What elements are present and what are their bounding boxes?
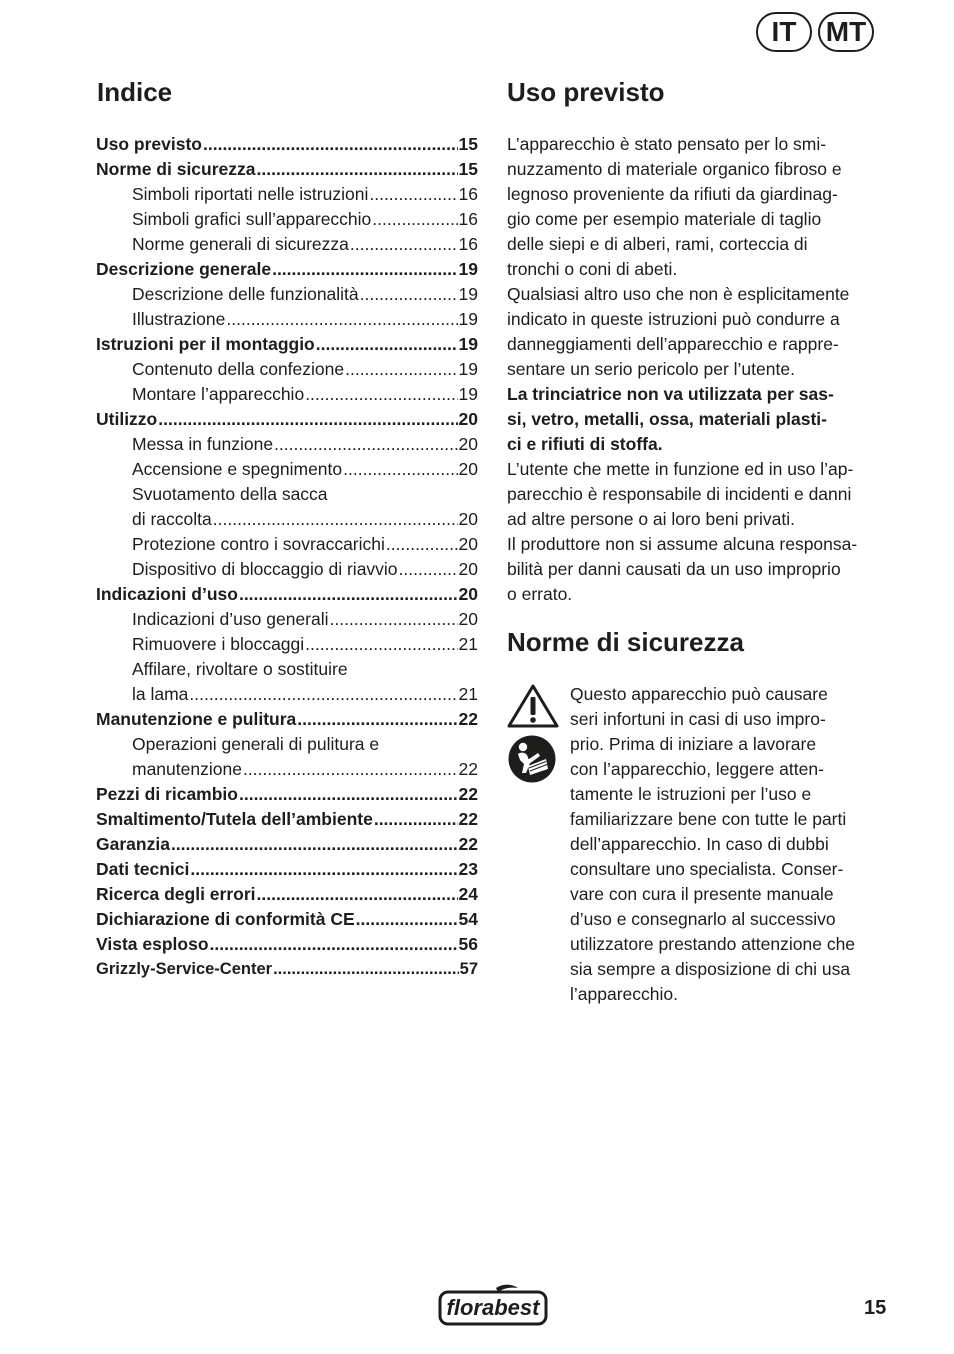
intended-use-line: ad altre persone o ai loro beni privati. xyxy=(507,509,795,529)
toc-entry xyxy=(96,257,478,282)
read-manual-icon xyxy=(508,735,556,783)
table-of-contents xyxy=(96,132,478,982)
florabest-logo xyxy=(438,1282,548,1326)
toc-entry xyxy=(96,357,478,382)
intended-use-line: tronchi o coni di abeti. xyxy=(507,259,678,279)
toc-leader-dots xyxy=(257,157,458,182)
toc-entry xyxy=(96,782,478,807)
safety-line: con l’apparecchio, leggere atten- xyxy=(570,759,824,779)
toc-entry-title: Illustrazione xyxy=(132,309,226,329)
toc-entry-page: 21 xyxy=(458,684,478,704)
safety-line: utilizzatore prestando attenzione che xyxy=(570,934,856,954)
toc-entry xyxy=(96,682,478,707)
toc-entry-page: 20 xyxy=(458,534,478,554)
toc-entry xyxy=(96,607,478,632)
safety-line: dell’apparecchio. In caso di dubbi xyxy=(570,834,829,854)
toc-leader-dots xyxy=(226,307,457,332)
toc-entry-title: Manutenzione e pulitura xyxy=(96,709,297,729)
toc-entry-page: 15 xyxy=(458,134,478,154)
toc-entry xyxy=(96,882,478,907)
intended-use-line: L’apparecchio è stato pensato per lo smi- xyxy=(507,134,827,154)
toc-leader-dots xyxy=(158,407,457,432)
toc-entry xyxy=(96,907,478,932)
toc-heading: Indice xyxy=(97,77,173,107)
toc-entry-page: 16 xyxy=(458,234,478,254)
toc-entry-title: Garanzia xyxy=(96,834,170,854)
toc-entry-page: 20 xyxy=(458,509,478,529)
toc-entry-page: 22 xyxy=(458,834,478,854)
toc-entry-page: 57 xyxy=(459,960,478,978)
toc-entry-title: Descrizione generale xyxy=(96,259,272,279)
toc-entry-title: Protezione contro i sovraccarichi xyxy=(132,534,385,554)
toc-entry-page: 19 xyxy=(458,359,478,379)
toc-leader-dots xyxy=(305,632,457,657)
language-badge-mt: MT xyxy=(818,12,874,52)
toc-leader-dots xyxy=(243,757,458,782)
safety-line: prio. Prima di iniziare a lavorare xyxy=(570,734,817,754)
intended-use-line: nuzzamento di materiale organico fibroso e xyxy=(507,159,842,179)
toc-entry-title: Dichiarazione di conformità CE xyxy=(96,909,355,929)
toc-entry xyxy=(96,707,478,732)
toc-entry xyxy=(96,207,478,232)
safety-heading: Norme di sicurezza xyxy=(507,627,744,657)
intended-use-line: legnoso proveniente da rifiuti da giardinag- xyxy=(507,184,838,204)
toc-entry-title: Simboli riportati nelle istruzioni xyxy=(132,184,369,204)
toc-entry xyxy=(96,407,478,432)
toc-entry-title: Montare l’apparecchio xyxy=(132,384,305,404)
language-badge-it: IT xyxy=(756,12,812,52)
toc-entry-title: Smaltimento/Tutela dell’ambiente xyxy=(96,809,373,829)
toc-entry xyxy=(96,382,478,407)
safety-line: seri infortuni in casi di uso impro- xyxy=(570,709,826,729)
toc-leader-dots xyxy=(343,457,457,482)
toc-entry-title: Istruzioni per il montaggio xyxy=(96,334,315,354)
toc-entry xyxy=(96,182,478,207)
toc-entry xyxy=(96,157,478,182)
safety-line: vare con cura il presente manuale xyxy=(570,884,834,904)
intended-use-line: sentare un serio pericolo per l’utente. xyxy=(507,359,795,379)
intended-use-line: gio come per esempio materiale di taglio xyxy=(507,209,822,229)
toc-entry-title: Norme generali di sicurezza xyxy=(132,234,349,254)
safety-line: consultare uno specialista. Conser- xyxy=(570,859,844,879)
toc-entry-title: Rimuovere i bloccaggi xyxy=(132,634,305,654)
toc-entry-title: Vista esploso xyxy=(96,934,209,954)
toc-leader-dots xyxy=(330,607,458,632)
toc-entry-page: 22 xyxy=(458,759,478,779)
toc-entry-title: Dati tecnici xyxy=(96,859,190,879)
toc-entry-title: Grizzly-Service-Center xyxy=(96,960,273,978)
intended-use-line: si, vetro, metalli, ossa, materiali plasti- xyxy=(507,409,827,429)
intended-use-line: danneggiamenti dell’apparecchio e rappre- xyxy=(507,334,839,354)
toc-entry xyxy=(96,282,478,307)
toc-entry-title: Ricerca degli errori xyxy=(96,884,256,904)
toc-entry-page: 24 xyxy=(458,884,478,904)
toc-entry xyxy=(96,332,478,357)
toc-leader-dots xyxy=(210,932,458,957)
safety-line: sia sempre a disposizione di chi usa xyxy=(570,959,851,979)
toc-entry xyxy=(96,557,478,582)
toc-entry-page: 20 xyxy=(458,459,478,479)
intended-use-line: Il produttore non si assume alcuna responsa- xyxy=(507,534,858,554)
toc-entry-title: Utilizzo xyxy=(96,409,158,429)
toc-leader-dots xyxy=(356,907,458,932)
toc-leader-dots xyxy=(189,682,457,707)
toc-leader-dots xyxy=(305,382,457,407)
toc-entry-title: Dispositivo di bloccaggio di riavvio xyxy=(132,559,398,579)
toc-leader-dots xyxy=(190,857,457,882)
toc-entry xyxy=(96,457,478,482)
toc-entry-page: 20 xyxy=(458,609,478,629)
toc-leader-dots xyxy=(239,582,458,607)
toc-entry-title: la lama xyxy=(132,684,189,704)
toc-entry-page: 16 xyxy=(458,209,478,229)
toc-entry-page: 16 xyxy=(458,184,478,204)
toc-leader-dots xyxy=(345,357,457,382)
toc-leader-dots xyxy=(213,507,458,532)
toc-leader-dots xyxy=(372,207,457,232)
svg-text:florabest: florabest xyxy=(446,1295,540,1320)
toc-entry-page: 20 xyxy=(458,559,478,579)
toc-entry-page: 20 xyxy=(458,409,478,429)
toc-entry-title: Uso previsto xyxy=(96,134,202,154)
toc-entry-page: 20 xyxy=(458,434,478,454)
toc-leader-dots xyxy=(369,182,457,207)
intended-use-line: La trinciatrice non va utilizzata per sas- xyxy=(507,384,834,404)
toc-entry xyxy=(96,232,478,257)
toc-entry-page: 23 xyxy=(458,859,478,879)
safety-line: d’uso e consegnarlo al successivo xyxy=(570,909,836,929)
page-number: 15 xyxy=(864,1297,887,1319)
toc-entry-title: Indicazioni d’uso xyxy=(96,584,238,604)
toc-entry-title: Indicazioni d’uso generali xyxy=(132,609,329,629)
toc-entry-page: 22 xyxy=(458,809,478,829)
intended-use-line: o errato. xyxy=(507,584,573,604)
toc-leader-dots xyxy=(272,257,457,282)
toc-entry xyxy=(96,432,478,457)
toc-entry xyxy=(96,632,478,657)
toc-leader-dots xyxy=(386,532,458,557)
toc-entry-title: Messa in funzione xyxy=(132,434,274,454)
safety-line: Questo apparecchio può causare xyxy=(570,684,828,704)
intended-use-heading: Uso previsto xyxy=(507,77,665,107)
intended-use-text xyxy=(507,132,897,607)
warning-triangle-icon xyxy=(506,683,560,729)
toc-leader-dots xyxy=(274,432,457,457)
toc-entry-title: Svuotamento della sacca xyxy=(132,484,328,504)
toc-leader-dots xyxy=(257,882,458,907)
toc-entry-page: 54 xyxy=(458,909,478,929)
toc-leader-dots xyxy=(374,807,458,832)
toc-entry-page: 20 xyxy=(458,584,478,604)
toc-entry-title: Accensione e spegnimento xyxy=(132,459,343,479)
toc-entry-page: 56 xyxy=(458,934,478,954)
toc-entry xyxy=(96,482,478,507)
toc-leader-dots xyxy=(316,332,458,357)
toc-entry xyxy=(96,132,478,157)
toc-entry-page: 22 xyxy=(458,784,478,804)
toc-entry xyxy=(96,507,478,532)
toc-leader-dots xyxy=(239,782,458,807)
toc-entry-page: 19 xyxy=(458,259,478,279)
toc-leader-dots xyxy=(297,707,457,732)
safety-line: tamente le istruzioni per l’uso e xyxy=(570,784,812,804)
toc-entry-title: Descrizione delle funzionalità xyxy=(132,284,359,304)
toc-entry-title: Affilare, rivoltare o sostituire xyxy=(132,659,348,679)
toc-entry-title: manutenzione xyxy=(132,759,242,779)
intended-use-line: bilità per danni causati da un uso improprio xyxy=(507,559,841,579)
toc-entry xyxy=(96,832,478,857)
toc-entry-title: Pezzi di ricambio xyxy=(96,784,238,804)
toc-entry-page: 22 xyxy=(458,709,478,729)
toc-entry xyxy=(96,532,478,557)
toc-entry-page: 19 xyxy=(458,334,478,354)
toc-entry-title: di raccolta xyxy=(132,509,212,529)
safety-text xyxy=(570,682,900,1007)
toc-entry xyxy=(96,932,478,957)
toc-leader-dots xyxy=(171,832,458,857)
intended-use-line: indicato in queste istruzioni può condurre a xyxy=(507,309,840,329)
toc-entry-title: Contenuto della confezione xyxy=(132,359,345,379)
toc-entry xyxy=(96,307,478,332)
intended-use-line: parecchio è responsabile di incidenti e danni xyxy=(507,484,852,504)
toc-entry-page: 19 xyxy=(458,284,478,304)
intended-use-line: L’utente che mette in funzione ed in uso l’ap- xyxy=(507,459,854,479)
toc-entry-title: Norme di sicurezza xyxy=(96,159,256,179)
intended-use-line: ci e rifiuti di stoffa. xyxy=(507,434,663,454)
toc-entry xyxy=(96,732,478,757)
toc-entry-page: 19 xyxy=(458,384,478,404)
toc-entry xyxy=(96,857,478,882)
toc-leader-dots xyxy=(203,132,458,157)
safety-line: l’apparecchio. xyxy=(570,984,678,1004)
intended-use-line: Qualsiasi altro uso che non è esplicitamente xyxy=(507,284,850,304)
toc-entry xyxy=(96,957,478,982)
toc-entry-title: Operazioni generali di pulitura e xyxy=(132,734,380,754)
toc-entry-title: Simboli grafici sull’apparecchio xyxy=(132,209,372,229)
toc-entry-page: 21 xyxy=(458,634,478,654)
toc-entry xyxy=(96,657,478,682)
safety-line: familiarizzare bene con tutte le parti xyxy=(570,809,847,829)
toc-leader-dots xyxy=(273,957,459,982)
toc-leader-dots xyxy=(360,282,458,307)
toc-leader-dots xyxy=(399,557,458,582)
language-badges xyxy=(756,12,874,52)
toc-entry-page: 15 xyxy=(458,159,478,179)
toc-entry xyxy=(96,582,478,607)
intended-use-line: delle siepi e di alberi, rami, corteccia di xyxy=(507,234,808,254)
toc-leader-dots xyxy=(350,232,458,257)
toc-entry xyxy=(96,807,478,832)
toc-entry-page: 19 xyxy=(458,309,478,329)
toc-entry xyxy=(96,757,478,782)
